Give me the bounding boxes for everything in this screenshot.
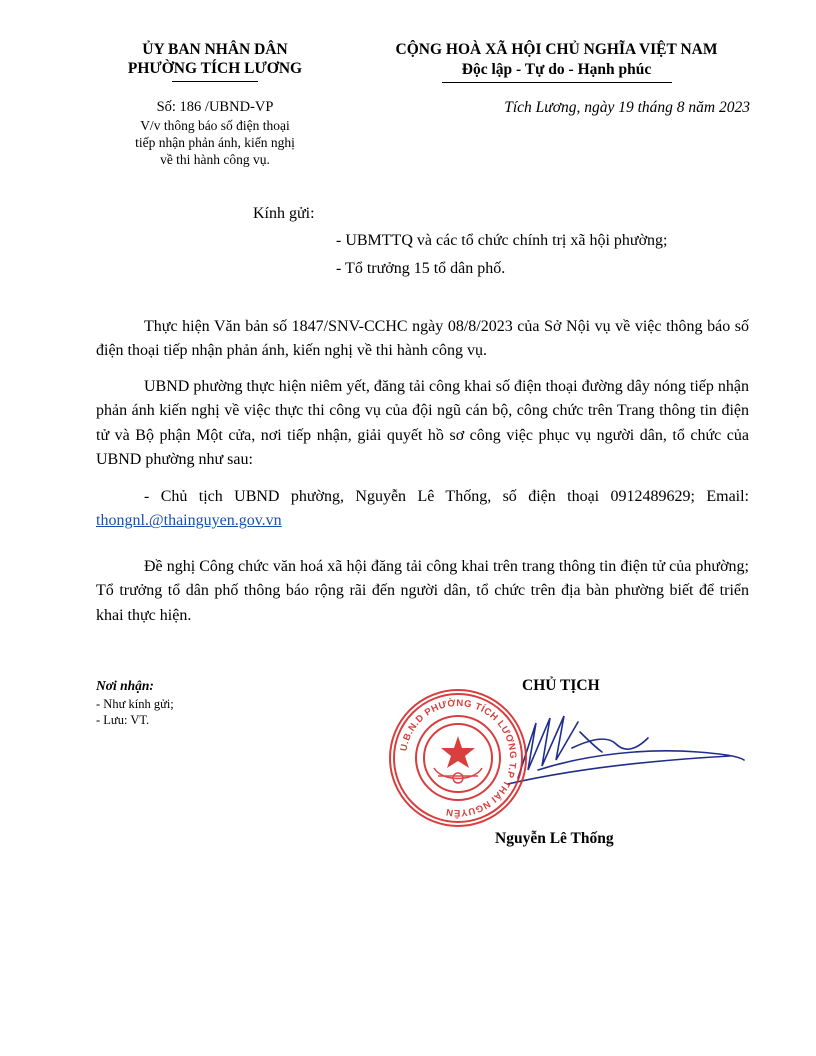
signer-name: Nguyễn Lê Thống (495, 830, 614, 847)
org-name-line2: PHƯỜNG TÍCH LƯƠNG (127, 60, 303, 77)
signer-title: CHỦ TỊCH (522, 677, 600, 694)
receivers-heading: Nơi nhận: (96, 678, 154, 693)
body-paragraph-4: Đề nghị Công chức văn hoá xã hội đăng tải công khai trên trang thông tin điện tử của phường; Tổ trưởng tổ dân phố thông báo rộng rãi đến người dân, tổ chức trên địa bàn phường biết để triển khai thực hiện. (96, 558, 749, 624)
handwritten-signature (498, 708, 748, 788)
motto-underline (442, 82, 672, 83)
receiver-item: - Lưu: VT. (96, 713, 150, 727)
seal-text: U.B.N.D PHƯỜNG TÍCH LƯƠNG T.P THÁI NGUYÊN (398, 697, 519, 819)
official-seal (386, 686, 530, 830)
body-paragraph-3 (96, 485, 749, 534)
national-motto: Độc lập - Tự do - Hạnh phúc (461, 61, 652, 78)
document-number: Số: 186 /UBND-VP (156, 99, 274, 115)
subject-line: V/v thông báo số điện thoại (140, 118, 290, 133)
receiver-item: - Như kính gửi; (96, 697, 174, 711)
org-underline (172, 81, 258, 82)
place-date: Tích Lương, ngày 19 tháng 8 năm 2023 (504, 99, 750, 116)
document-subject (95, 117, 335, 168)
nation-title: CỘNG HOÀ XÃ HỘI CHỦ NGHĨA VIỆT NAM (395, 41, 718, 58)
body-paragraph-2: UBND phường thực hiện niêm yết, đăng tải công khai số điện thoại đường dây nóng tiếp nhận phản ánh kiến nghị về việc thực thi công vụ của đội ngũ cán bộ, công chức trên Trang thông tin điện tử và Bộ phận Một cửa, nơi tiếp nhận, giải quyết hồ sơ công việc phục vụ người dân, tổ chức của UBND phường như sau: (96, 378, 749, 469)
greeting: Kính gửi: (253, 205, 315, 222)
subject-line: tiếp nhận phản ánh, kiến nghị (135, 135, 295, 150)
body-paragraph-1: Thực hiện Văn bản số 1847/SNV-CCHC ngày 08/8/2023 của Sở Nội vụ về việc thông báo số điện thoại tiếp nhận phản ánh, kiến nghị về thi hành công vụ. (96, 318, 749, 360)
recipient-item: - Tổ trưởng 15 tổ dân phố. (336, 260, 506, 277)
recipient-item: - UBMTTQ và các tổ chức chính trị xã hội phường; (336, 232, 668, 249)
contact-text: - Chủ tịch UBND phường, Nguyễn Lê Thống, số điện thoại 0912489629; Email: (144, 488, 749, 505)
email-link[interactable]: thongnl.@thainguyen.gov.vn (96, 512, 282, 530)
org-name-line1: ỦY BAN NHÂN DÂN (142, 41, 288, 58)
subject-line: về thi hành công vụ. (160, 152, 270, 167)
